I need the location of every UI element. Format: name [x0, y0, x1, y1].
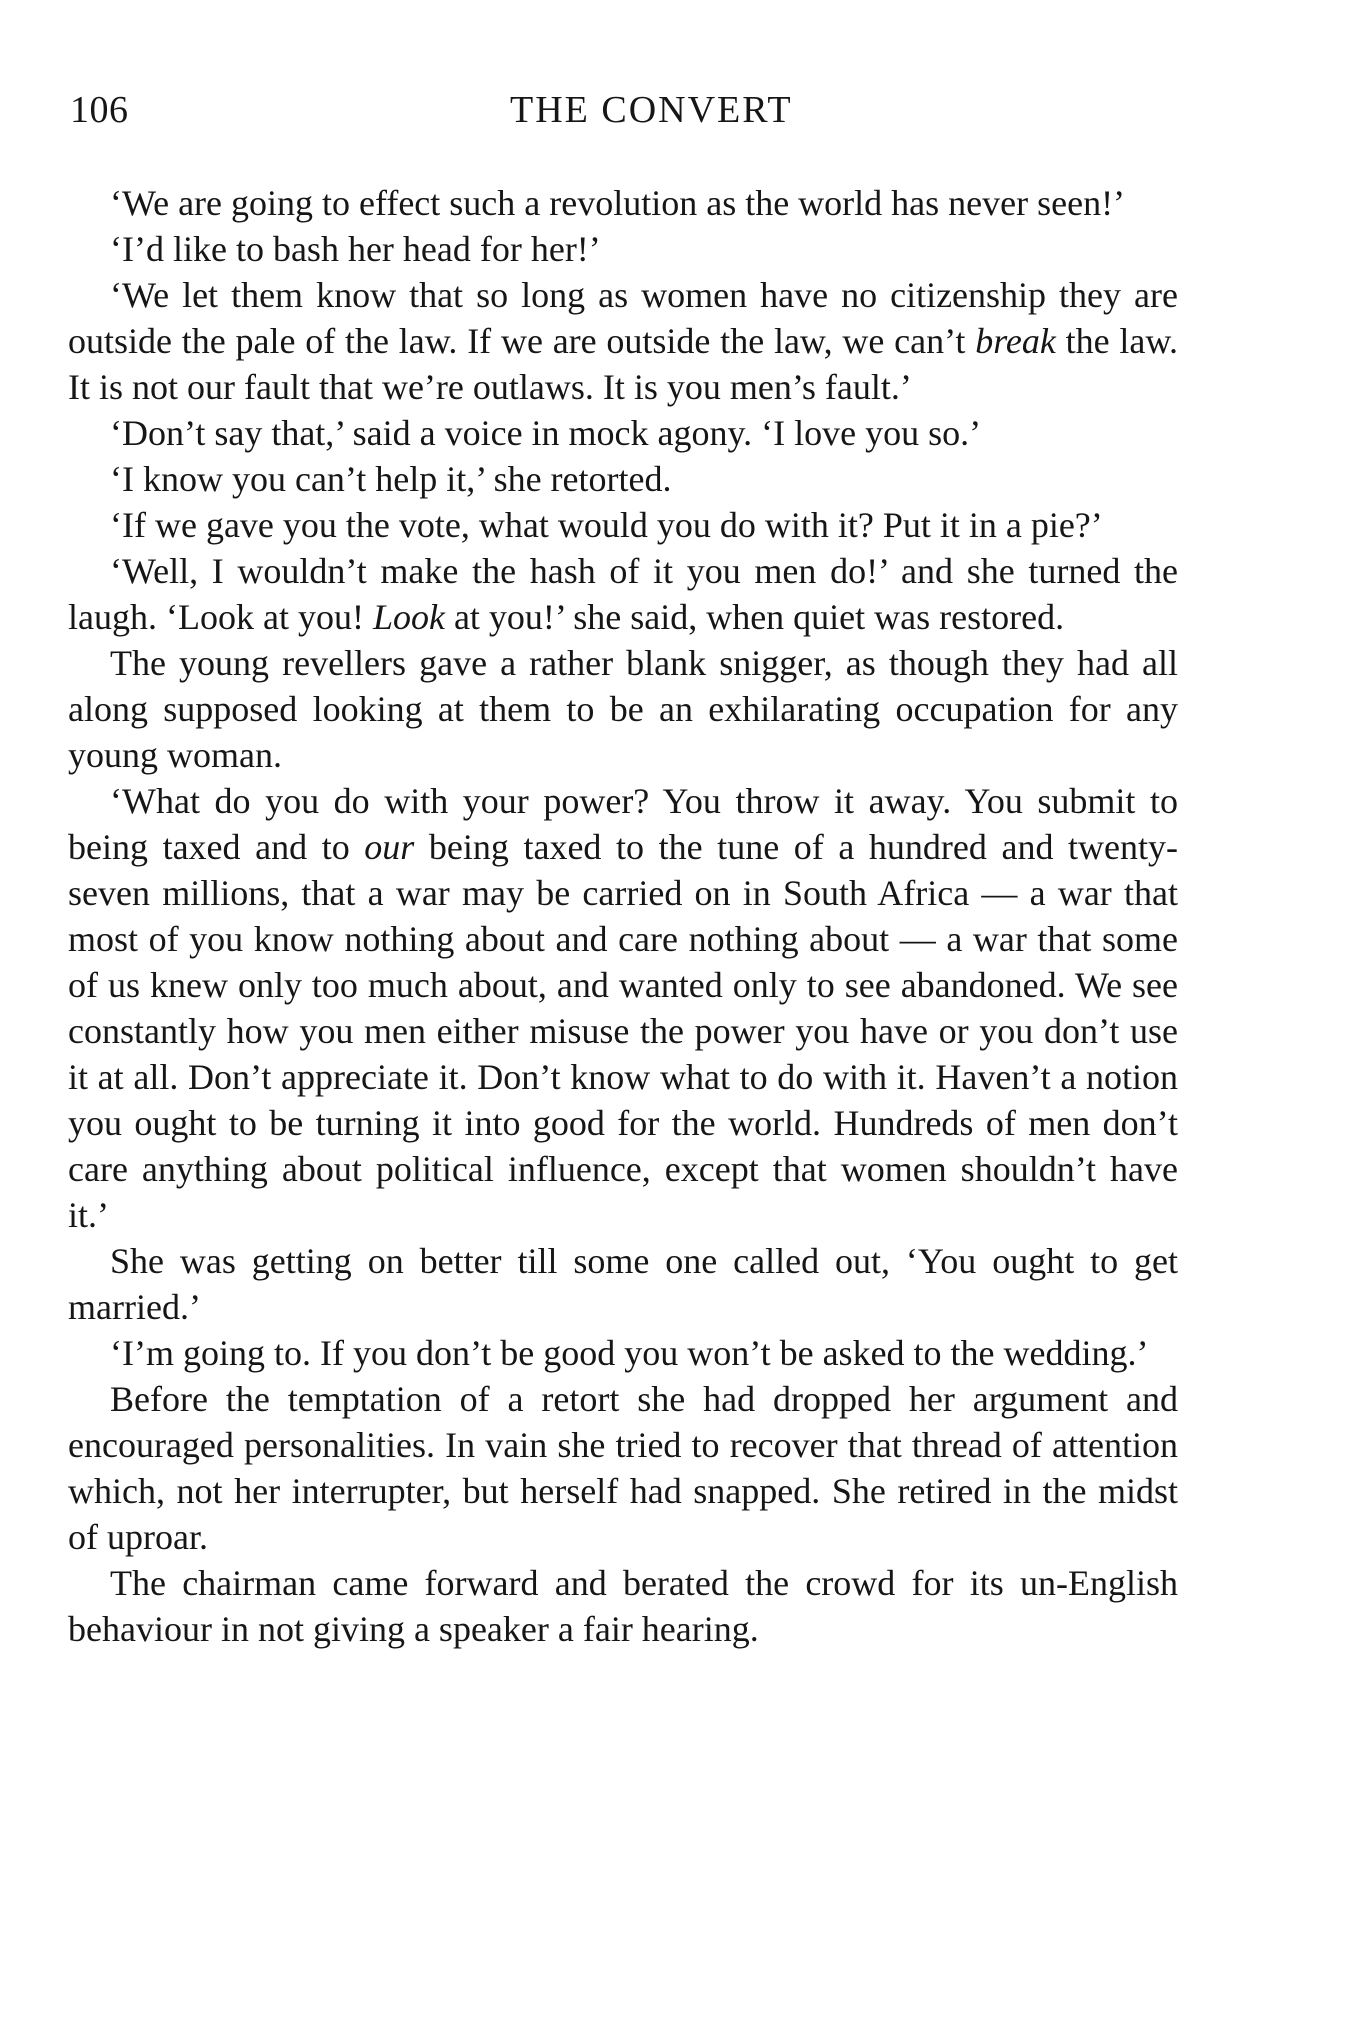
paragraph: ‘If we gave you the vote, what would you do with it? Put it in a pie?’ — [110, 505, 1103, 545]
body-text — [68, 180, 1178, 1652]
paragraph: ‘Well, I wouldn’t make the hash of it you men do!’ and she turned the laugh. ‘Look at you! Look at you!’ she said, when quiet was restored. — [68, 551, 1178, 637]
paragraph: ‘I’d like to bash her head for her!’ — [110, 229, 601, 269]
paragraph: ‘I know you can’t help it,’ she retorted. — [110, 459, 672, 499]
page-number: 106 — [70, 89, 129, 131]
paragraph: ‘What do you do with your power? You throw it away. You submit to being taxed and to our being taxed to the tune of a hundred and twenty-seven millions, that a war may be carried on in South Africa — a war that most of you know nothing about and care nothing about — a war that some of us knew only too much about, and wanted only to see abandoned. We see constantly how you men either misuse the power you have or you don’t use it at all. Don’t appreciate it. Don’t know what to do with it. Haven’t a notion you ought to be turning it into good for the world. Hundreds of men don’t care anything about political influence, except that women shouldn’t have it.’ — [68, 781, 1178, 1235]
paragraph: The chairman came forward and berated the crowd for its un-English behaviour in not giving a speaker a fair hearing. — [68, 1563, 1178, 1649]
paragraph: ‘Don’t say that,’ said a voice in mock agony. ‘I love you so.’ — [110, 413, 982, 453]
paragraph: ‘I’m going to. If you don’t be good you won’t be asked to the wedding.’ — [110, 1333, 1149, 1373]
running-head — [70, 88, 1180, 138]
paragraph: ‘We let them know that so long as women have no citizenship they are outside the pale of the law. If we are outside the law, we can’t break the law. It is not our fault that we’re outlaws. It is you men’s fault.’ — [68, 275, 1178, 407]
paragraph: The young revellers gave a rather blank snigger, as though they had all along supposed looking at them to be an exhilarating occupation for any young woman. — [68, 643, 1178, 775]
book-title: THE CONVERT — [510, 89, 793, 131]
paragraph: Before the temptation of a retort she had dropped her argument and encouraged personalities. In vain she tried to recover that thread of attention which, not her interrupter, but herself had snapped. She retired in the midst of uproar. — [68, 1379, 1178, 1557]
paragraph: ‘We are going to effect such a revolution as the world has never seen!’ — [110, 183, 1126, 223]
paragraph: She was getting on better till some one called out, ‘You ought to get married.’ — [68, 1241, 1178, 1327]
